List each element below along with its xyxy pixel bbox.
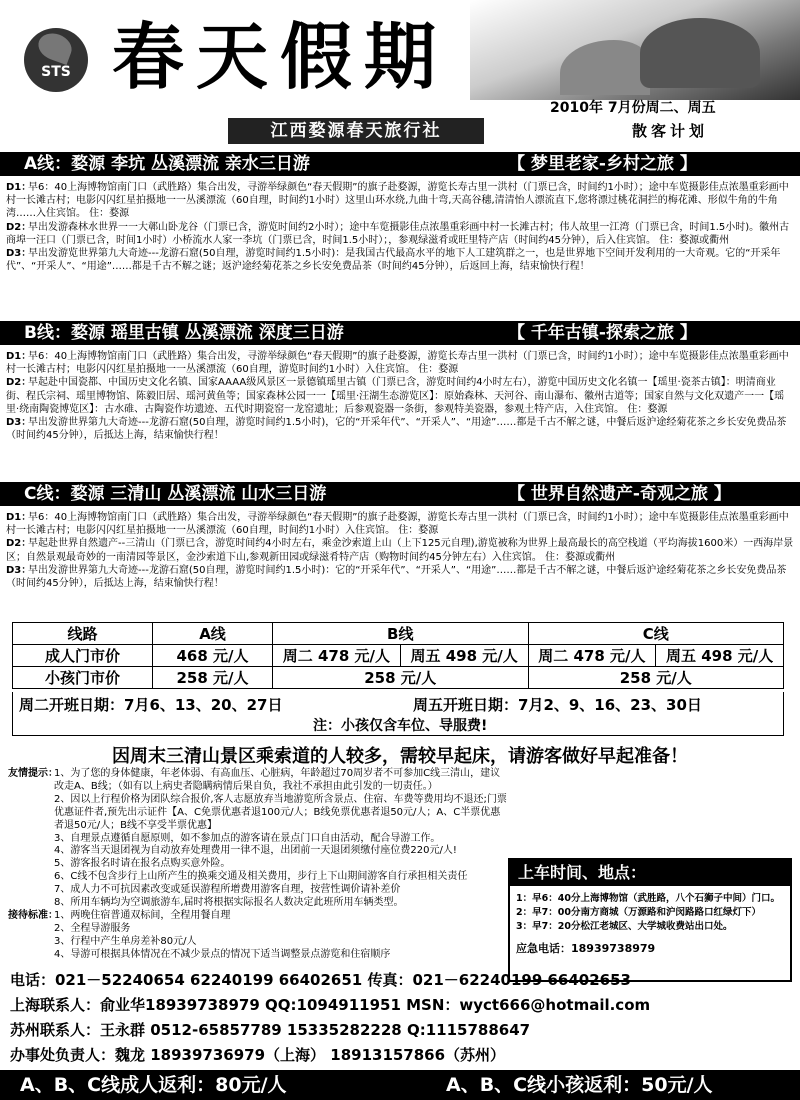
day-item: D3：早出发游览世界第九大奇迹---龙游石窟(50自理，游览时间约1.5小时)：是我国古代最高水平的地下人工建筑群之一，也是世界地下空间开发利用的一大奇观。它的“开采年代”、“开采人”、“用途”……都是千古不解之谜；返沪途经菊花茶之乡长安免费品茶（时间约45分钟），后返回上海，结束愉快行程！ [6, 248, 781, 273]
adult-rebate: A、B、C线成人返利：80元/人 [20, 1074, 287, 1096]
line-c-header [0, 482, 800, 506]
list-item: 8、所用车辆均为空调旅游车,届时将根据实际报名人数决定此班所用车辆类型。 [54, 897, 404, 909]
boarding-title: 上车时间、地点： [510, 860, 790, 886]
footer [0, 1070, 800, 1100]
list-item: 5、游客报名时请在报名点购买意外险。 [54, 858, 231, 870]
contacts [10, 968, 800, 1068]
leaf-icon [35, 29, 76, 65]
list-item: 1、为了您的身体健康，年老体弱、有高血压、心脏病，年龄超过70周岁者不可参加C线三清山，建议改走A、B线；（如有以上病史者隐瞒病情后果自负，我社不承担由此引发的一切责任。） [54, 768, 501, 792]
brand-title: 春天假期 [112, 14, 449, 99]
phone-line: 电话：021－52240654 62240199 66402651 传真：021－62240199 66402653 [10, 971, 631, 989]
tuesday-dates: 周二开班日期：7月6、13、20、27日 [19, 696, 283, 714]
list-item: 6、C线不包含步行上山所产生的换乘交通及相关费用，步行上下山期间游客自行承担相关责任 [54, 871, 468, 883]
day-item: D3：早出发游世界第九大奇迹---龙游石窟(50自理，游览时间约1.5小时)：它的“开采年代”、“开采人”、“用途”……都是千古不解之谜，中餐后返沪途经菊花茶之乡长安免费品茶（时间约45分钟），后抵达上海，结束愉快行程！ [6, 564, 787, 590]
table-row: 成人门市价 468 元/人 周二 478 元/人 周五 498 元/人 周二 478 元/人 周五 498 元/人 [13, 645, 784, 667]
line-a-header [0, 152, 800, 176]
line-c-tag: 【 世界自然遗产-奇观之旅 】 [508, 484, 731, 504]
line-b-itinerary [6, 350, 794, 442]
list-item: 2：早7：00分南方商城（万源路和沪闵路路口红绿灯下） [516, 907, 761, 918]
line-c-title: C线：婺源 三清山 丛溪漂流 山水三日游 [24, 484, 327, 504]
list-item: 3：早7：20分松江老城区、大学城收费站出口处。 [516, 921, 733, 932]
mountain-image [470, 0, 800, 100]
day-item: D2：早起赴世界自然遗产--三清山（门票已含，游览时间约4小时左右，乘金沙索道上山（上下125元自理),游览被称为世界上最高最长的高空栈道（平均海拔1600米）一西海岸景区；自然景观最奇妙的一南清园等景区，金沙索道下山,参观新田园或绿滋肴特产店（购物时间约45分钟左右）入住宾馆。 住：婺源或衢州 [6, 538, 794, 563]
emergency-phone: 应急电话：18939738979 [516, 942, 656, 955]
tips-section [8, 768, 508, 962]
header [0, 0, 800, 150]
day-item: D1：早6：40上海博物馆南门口（武胜路）集合出发，寻游举绿颜色“春天假期”的旗子赴婺源，游览长寿古里一洪村（门票已含，时间约1小时）；途中车览摄影佳点浓墨重彩画中村一长滩古村；电影闪闪红星拍摄地一一丛溪漂流（60自理，游览时间约1小时）入住宾馆。 住：婺源 [6, 351, 789, 376]
list-item: 3、行程中产生单房差补80元/人 [54, 935, 197, 947]
line-a-tag: 【 梦里老家-乡村之旅 】 [508, 154, 697, 174]
line-b-tag: 【 千年古镇-探索之旅 】 [508, 323, 697, 343]
list-item: 1：早6：40分上海博物馆（武胜路，八个石狮子中间）门口。 [516, 893, 780, 904]
day-item: D2：早起赴中国瓷都、中国历史文化名镇、国家AAAA级风景区一景德镇瑶里古镇（门票已含，游览时间约4小时左右），游览中国历史文化名镇一【瑶里·瓷茶古镇】：明清商业街、程氏宗祠、瑶里博物馆、陈毅旧居、瑶河黄鱼等；国家森林公园一一【瑶里·汪湖生态游览区】：原始森林、天河谷、南山瀑布、徽州古道等；国家自然与文化双遗产一一【瑶里·绕南陶瓷博览区】：古水碓、古陶瓷作坊遗迹、五代时期瓷窑一龙窑遗址；后参观瓷器一条街，参观特美瓷器，参观土特产店，入住宾馆。 住：婺源 [6, 377, 785, 415]
schedule-label: 散客计划 [632, 122, 709, 140]
line-b-header [0, 321, 800, 345]
list-item: 2、因以上行程价格为团队综合报价,客人志愿放弃当地游览所含景点、住宿、车费等费用均不退还;门票优惠证件者,预先出示证件【A、C免票优惠者退100元/人；B线免票优惠者退50元/人；A、C半票优惠者退50元/人；B线不享受半票优惠】 [54, 793, 507, 831]
table-row: 线路 A线 B线 C线 [13, 623, 784, 645]
day-item: D1：早6：40上海博物馆南门口（武胜路）集合出发，寻游举绿颜色“春天假期”的旗子赴婺源，游览长寿古里一洪村（门票已含，时间约1小时）；途中车览摄影佳点浓墨重彩画中村一长滩古村；电影闪闪红星拍摄地一一丛溪漂流（60自理，时间约1小时）入住宾馆。 住：婺源 [6, 512, 789, 537]
list-item: 4、导游可根据具体情况在不减少景点的情况下适当调整景点游览和住宿顺序 [54, 948, 391, 960]
day-item: D1：早6：40上海博物馆南门口（武胜路）集合出发，寻游举绿颜色“春天假期”的旗子赴婺源，游览长寿古里一洪村（门票已含，时间约1小时）；途中车览摄影佳点浓墨重彩画中村一长滩古村；电影闪闪红星拍摄地一一丛溪漂流（60自理，时间约1小时）这里山环水绕,九曲十弯,天高谷穗,清清怡人漂流直下,您将漂过桃花洞拦的梅花滩、形似牛角的牛角湾……入住宾馆。 住：婺源 [6, 182, 789, 220]
line-a-title: A线：婺源 李坑 丛溪漂流 亲水三日游 [24, 154, 310, 174]
list-item: 3、自理景点遵循自愿原则，如不参加点的游客请在景点门口自由活动，配合导游工作。 [54, 832, 441, 844]
table-row: 小孩门市价 258 元/人 258 元/人 258 元/人 [13, 667, 784, 689]
day-item: D3：早出发游世界第九大奇迹---龙游石窟(50自理，游览时间约1.5小时)，它的“开采年代”、“开采人”、“用途”……都是千古不解之谜，中餐后返沪途经菊花茶之乡长安免费品茶（时间约45分钟），后抵达上海，结束愉快行程！ [6, 417, 787, 442]
line-c-itinerary [6, 511, 794, 590]
logo: STS [24, 28, 88, 92]
line-b-title: B线：婺源 瑶里古镇 丛溪漂流 深度三日游 [24, 323, 344, 343]
day-item: D2：早出发游森林水世界一一大鄣山卧龙谷（门票已含，游览时间约2小时）；途中车览摄影佳点浓墨重彩画中村一长滩古村；伟人故里一江湾（门票已含，时间1.5小时)。徽州古商埠一汪口（门票已含，时间1小时）小桥流水人家一李坑（门票已含，时间1.5小时）；，参观绿滋肴或旺里特产店（时间约45分钟），后入住宾馆。 住：婺源或衢州 [6, 221, 790, 246]
list-item: 1、两晚住宿普通双标间，全程用餐自理 [54, 909, 231, 921]
list-item: 7、成人力不可抗因素改变或延误游程所增费用游客自理，按营性调价请补差价 [54, 884, 401, 896]
boarding-box [508, 858, 792, 982]
shanghai-contact: 上海联系人：俞业华18939738979 QQ:1094911951 MSN：wyct666@hotmail.com [10, 996, 651, 1014]
early-rise-notice: 因周末三清山景区乘索道的人较多，需较早起床，请游客做好早起准备！ [112, 746, 688, 767]
line-a-itinerary [6, 181, 794, 273]
standard-label: 接待标准： [8, 909, 58, 921]
suzhou-contact: 苏州联系人：王永群 0512-65857789 15335282228 Q:1115788647 [10, 1021, 531, 1039]
office-manager: 办事处负责人：魏龙 18939736979（上海） 18913157866（苏州） [10, 1046, 506, 1064]
agency-name: 江西婺源春天旅行社 [228, 118, 484, 144]
list-item: 4、游客当天退团视为自动放弃处理费用一律不退，出团前一天退团须缴付座位费220元/人! [54, 845, 457, 857]
departure-dates [12, 692, 784, 736]
friday-dates: 周五开班日期：7月2、9、16、23、30日 [413, 696, 702, 714]
child-note: 注：小孩仅含车位、导服费! [313, 718, 488, 734]
list-item: 2、全程导游服务 [54, 922, 131, 934]
child-rebate: A、B、C线小孩返利：50元/人 [446, 1074, 713, 1096]
price-table [12, 622, 784, 689]
date-label: 2010年 7月份周二、周五 [550, 100, 716, 116]
tips-label: 友情提示： [8, 768, 58, 779]
